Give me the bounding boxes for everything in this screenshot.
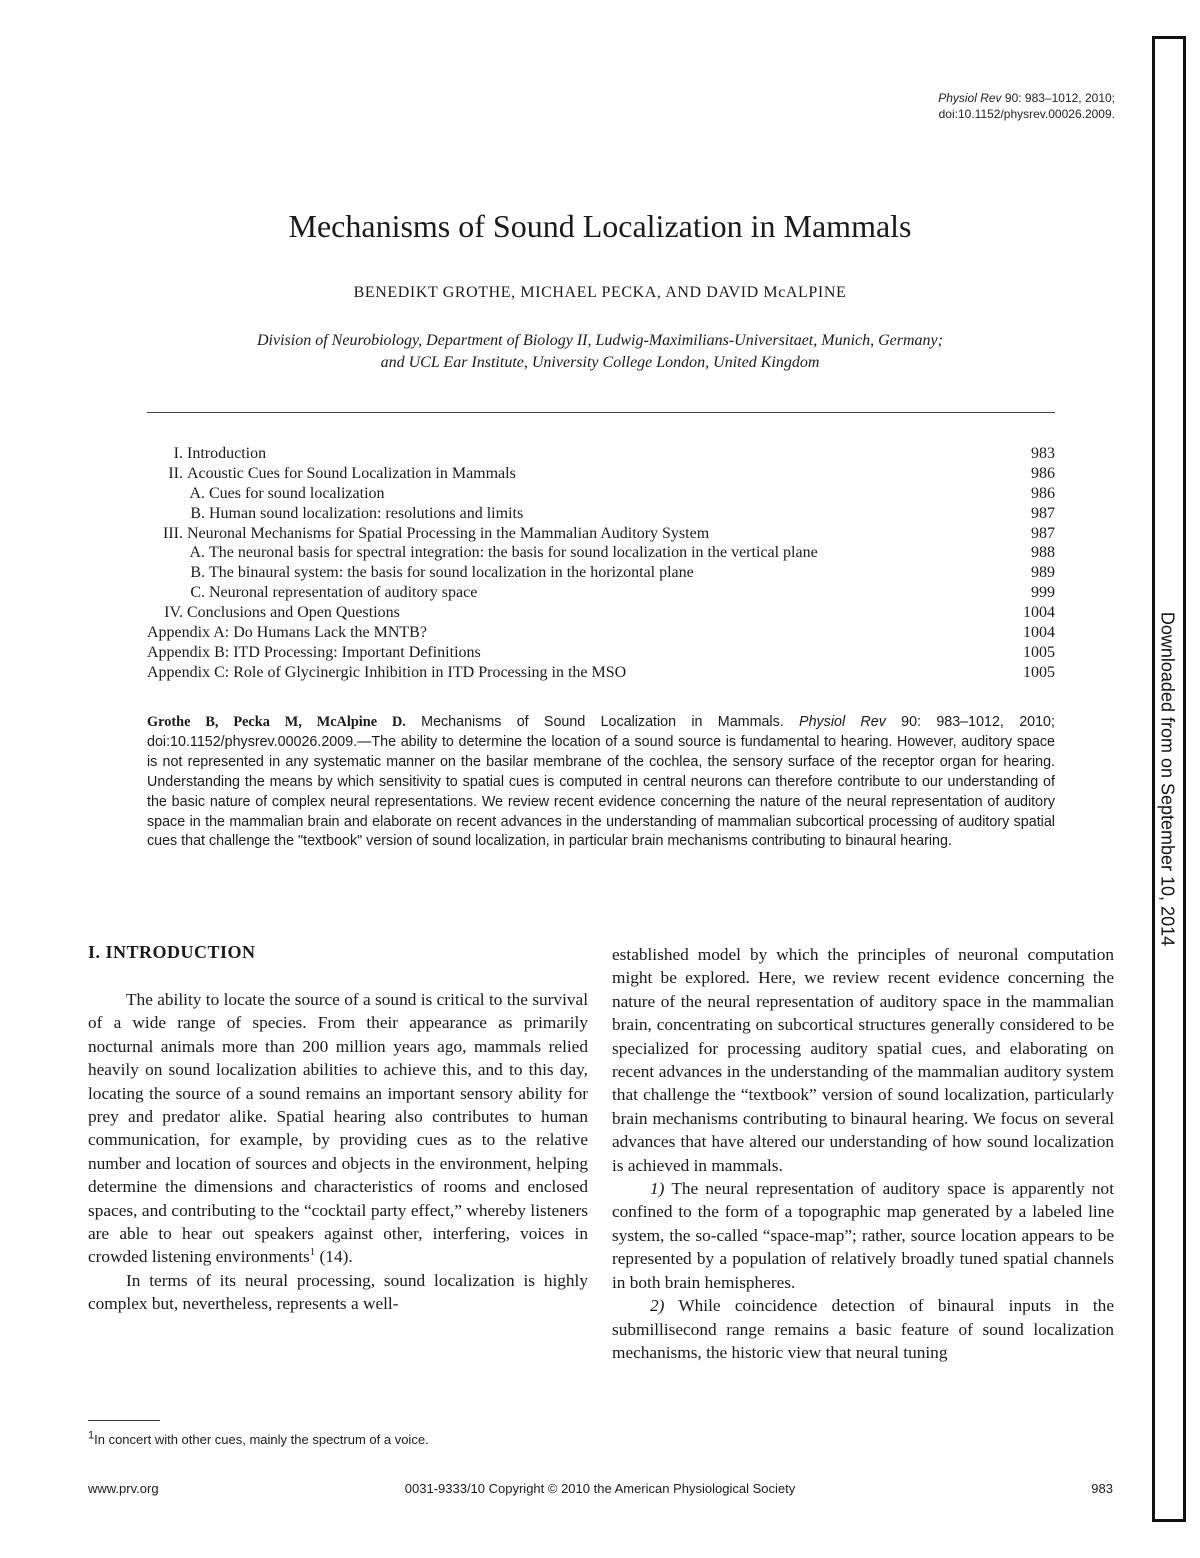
toc-entry-page: 999	[1031, 584, 1055, 602]
toc-entry-page: 1005	[1023, 643, 1055, 661]
page-number: 983	[1091, 1481, 1113, 1496]
copyright-notice: 0031-9333/10 Copyright © 2010 the American Physiological Society	[404, 1481, 796, 1496]
toc-entry[interactable]	[147, 464, 1055, 484]
abstract-journal: Physiol Rev	[799, 714, 886, 730]
toc-entry[interactable]	[147, 643, 1055, 663]
abstract	[147, 713, 1055, 852]
toc-entry-page: 1004	[1023, 624, 1055, 642]
toc-entry[interactable]	[147, 484, 1055, 504]
paragraph-text: The neural representation of auditory space is apparently not confined to the form of a topographic map generated by a labeled line system, the so-called “space-map”; rather, source location appears to be represented by a population of relatively broadly tuned spatial channels in both brain hemispheres.	[612, 1179, 1114, 1292]
toc-entry[interactable]	[147, 543, 1055, 563]
toc-entry-number: IV.	[164, 604, 183, 622]
journal-website-link[interactable]: www.prv.org	[88, 1481, 159, 1496]
toc-entry-title: Human sound localization: resolutions and limits	[209, 504, 524, 522]
paragraph-text: While coincidence detection of binaural inputs in the submillisecond range remains a basic feature of sound localization mechanisms, the historic view that neural tuning	[612, 1296, 1114, 1362]
toc-entry-title: The neuronal basis for spectral integration: the basis for sound localization in the vertical plane	[209, 544, 818, 562]
toc-entry-title: Introduction	[187, 445, 267, 462]
footnote-text: In concert with other cues, mainly the spectrum of a voice.	[94, 1432, 429, 1447]
toc-entry-title: Appendix A: Do Humans Lack the MNTB?	[147, 624, 427, 642]
toc-entry-number: A.	[189, 484, 205, 502]
abstract-body: 90: 983–1012, 2010; doi:10.1152/physrev.00026.2009.—The ability to determine the location of a sound source is fundamental to hearing. However, auditory space is not represented in any systematic manner on the basilar membrane of the cochlea, the sensory surface of the receptor organ for hearing. Understanding the means by which sensitivity to spatial cues is computed in central neurons can therefore contribute to our understanding of the basic nature of complex neural representations. We review recent evidence concerning the nature of the neural representation of auditory space in the mammalian brain and elaborate on recent advances in the understanding of mammalian subcortical processing of auditory spatial cues that challenge the "textbook" version of sound localization, in particular brain mechanisms contributing to binaural hearing.	[147, 714, 1055, 850]
toc-entry-number: B.	[190, 504, 205, 522]
journal-ref: 90: 983–1012, 2010;	[1001, 91, 1115, 105]
toc-entry[interactable]	[147, 444, 1055, 464]
toc-entry-title: Cues for sound localization	[209, 484, 385, 502]
footnote-number: 1	[88, 1429, 95, 1442]
toc-entry-page: 988	[1031, 544, 1055, 562]
toc-entry[interactable]	[147, 623, 1055, 643]
paragraph	[612, 1294, 1114, 1364]
paragraph	[612, 1177, 1114, 1294]
toc-entry-number: B.	[190, 564, 205, 582]
paragraph: established model by which the principles of neuronal computation might be explored. Here, we review recent evidence concerning the nature of the neural representation of auditory space in the mammalian brain, concentrating on subcortical structures generally considered to be specialized for processing auditory spatial cues, and elaborating on recent advances in the understanding of the mammalian auditory system that challenge the “textbook” version of sound localization, particularly brain mechanisms contributing to binaural hearing. We focus on several advances that have altered our understanding of how sound localization is achieved in mammals.	[612, 945, 1114, 1175]
toc-entry-page: 986	[1031, 464, 1055, 482]
toc-entry-page: 989	[1031, 564, 1055, 582]
section-heading: I. INTRODUCTION	[88, 942, 256, 962]
toc-entry-title: Conclusions and Open Questions	[187, 604, 400, 622]
toc-entry-title: The binaural system: the basis for sound localization in the horizontal plane	[209, 564, 694, 582]
toc-entry-page: 983	[1031, 445, 1055, 462]
toc-entry-number: II.	[168, 464, 183, 482]
footnote-divider	[88, 1420, 160, 1421]
toc-entry[interactable]	[147, 563, 1055, 583]
toc-entry-title: Appendix C: Role of Glycinergic Inhibition in ITD Processing in the MSO	[147, 663, 627, 681]
paragraph	[88, 988, 588, 1269]
footnote-marker[interactable]: 1	[309, 1246, 316, 1259]
toc-entry-page: 1004	[1023, 604, 1055, 622]
table-of-contents	[147, 444, 1055, 683]
list-number: 1)	[650, 1179, 665, 1199]
toc-entry-page: 987	[1031, 504, 1055, 522]
toc-entry[interactable]	[147, 583, 1055, 603]
toc-entry-page: 986	[1031, 484, 1055, 502]
toc-entry-number: III.	[163, 524, 183, 542]
paragraph-text: (14).	[315, 1247, 353, 1267]
toc-entry[interactable]	[147, 603, 1055, 623]
article-title: Mechanisms of Sound Localization in Mammals	[288, 208, 912, 244]
abstract-authors: Grothe B, Pecka M, McAlpine D.	[147, 714, 406, 730]
toc-entry-title: Neuronal Mechanisms for Spatial Processing in the Mammalian Auditory System	[187, 524, 710, 542]
toc-entry-page: 1005	[1023, 663, 1055, 681]
toc-entry-title: Neuronal representation of auditory space	[209, 584, 478, 602]
affiliation	[0, 330, 1200, 374]
toc-divider	[147, 412, 1055, 413]
toc-entry-title: Appendix B: ITD Processing: Important Definitions	[147, 643, 481, 661]
right-column	[612, 943, 1114, 1364]
list-number: 2)	[650, 1296, 665, 1316]
paragraph-text: The ability to locate the source of a sound is critical to the survival of a wide range of species. From their appearance as primarily nocturnal animals more than 200 million years ago, mammals relied heavily on sound localization abilities to achieve this, and to this day, locating the source of a sound remains an important sensory ability for prey and predator alike. Spatial hearing also contributes to human communication, for example, by providing cues as to the relative number and location of sources and objects in the environment, helping determine the dimensions and characteristics of rooms and enclosed spaces, and contributing to the “cocktail party effect,” whereby listeners are able to hear out speakers against other, interfering, voices in crowded listening environments	[88, 990, 588, 1267]
citation-doi: doi:10.1152/physrev.00026.2009.	[938, 107, 1115, 121]
toc-entry-number: A.	[189, 544, 205, 562]
toc-entry-page: 987	[1031, 524, 1055, 542]
affiliation-line-1: Division of Neurobiology, Department of Biology II, Ludwig-Maximilians-Universitaet, Munich, Germany;	[257, 332, 943, 349]
left-column	[88, 988, 588, 1316]
toc-entry[interactable]	[147, 524, 1055, 544]
affiliation-line-2: and UCL Ear Institute, University College London, United Kingdom	[380, 354, 820, 371]
toc-entry[interactable]	[147, 663, 1055, 683]
journal-name: Physiol Rev	[938, 91, 1002, 105]
toc-entry-number: I.	[173, 445, 183, 462]
abstract-title: Mechanisms of Sound Localization in Mammals.	[405, 714, 800, 730]
journal-citation	[800, 90, 1115, 122]
author-list: BENEDIKT GROTHE, MICHAEL PECKA, AND DAVID McALPINE	[353, 284, 847, 301]
toc-entry-number: C.	[190, 584, 205, 602]
toc-entry[interactable]	[147, 504, 1055, 524]
paragraph: In terms of its neural processing, sound localization is highly complex but, nevertheless, represents a well-	[88, 1270, 588, 1314]
toc-entry-title: Acoustic Cues for Sound Localization in Mammals	[187, 464, 516, 482]
footnote	[88, 1429, 429, 1447]
download-stamp: Downloaded from on September 10, 2014	[1157, 611, 1178, 947]
